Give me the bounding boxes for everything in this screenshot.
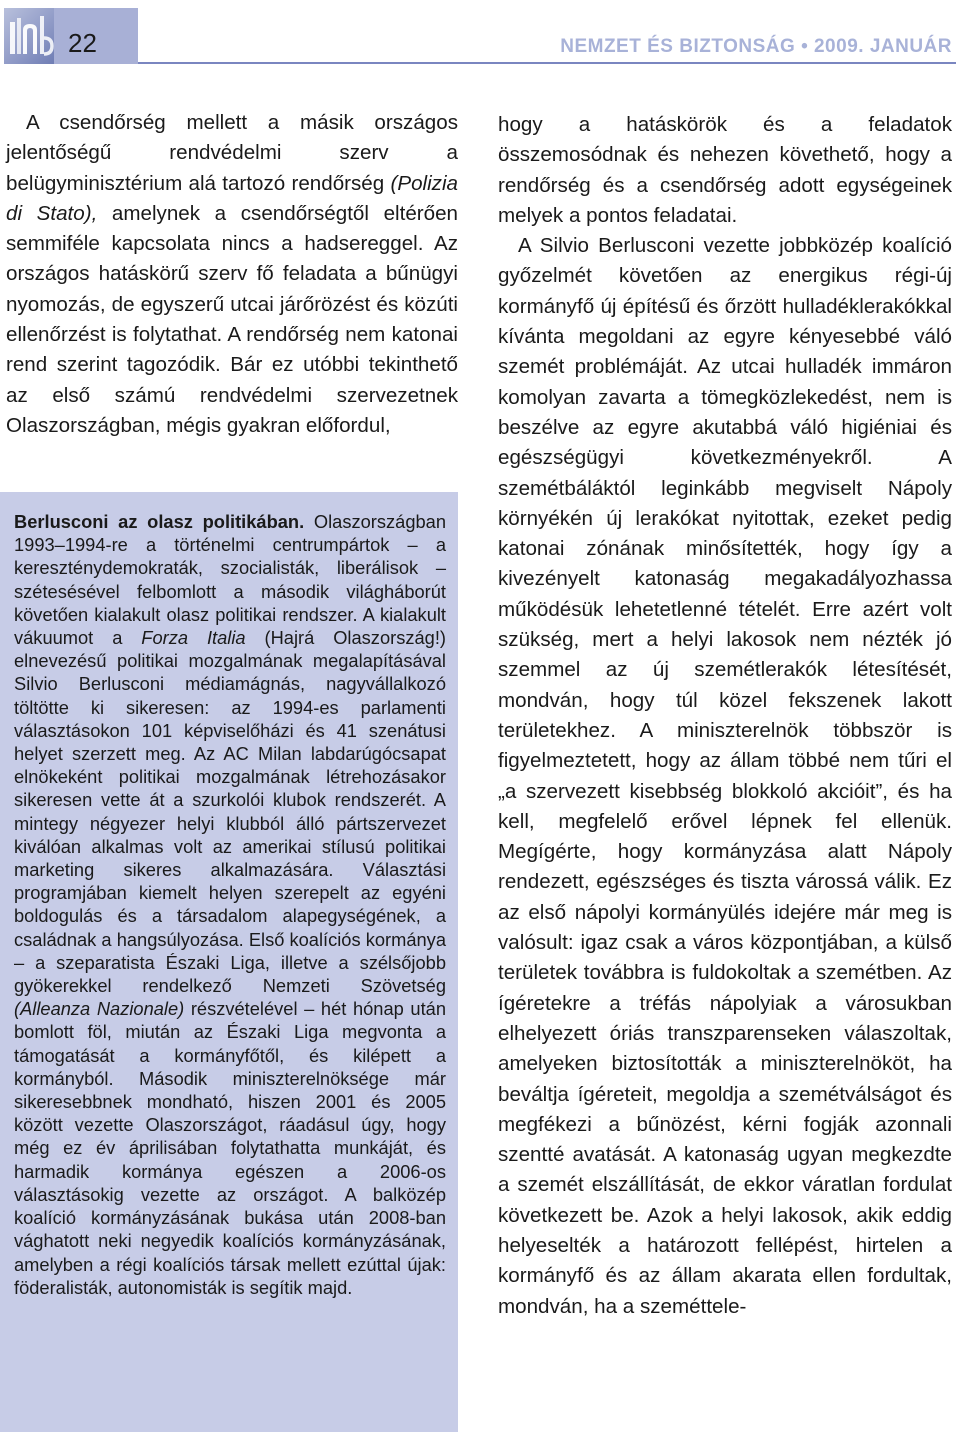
left-text-2: amelynek a csendőrségtől eltérően semmiféle kapcsolata nincs a hadsereggel. Az országos hatáskörű szerv fő feladata a bűnügyi nyomozás, de egyszerű utcai járőrözést és közúti ellenőrzést is folytathat. A rendőrség nem katonai rend szerint tagozódik. Bár ez utóbbi tekinthető az első számú rendvédelmi szervezetnek Olaszországban, mégis gyakran előfordul,: [6, 201, 458, 437]
nb-logo-graphic: [4, 8, 54, 64]
right-column: [498, 110, 952, 1322]
nb-logo-icon: [4, 8, 54, 64]
sidebar-title: Berlusconi az olasz politikában.: [14, 511, 305, 532]
right-paragraph-2: A Silvio Berlusconi vezette jobbközép koalíció győzelmét követően az energikus régi-új kormányfő új építésű és őrzött hulladéklerakókkal kívánta megoldani az egyre kényesebbé váló szemét problémáját. Az utcai hulladék immáron komolyan zavarta a tömegközlekedést, nem is beszélve az egyre akutabbá váló higiéniai és egészségügyi következményekről. A szemétbáláktól leginkább megviselt Nápoly környékén új lerakókat nyitottak, ezeket pedig katonai zónának minősítették, hogy így a kivezényelt katonaság megakadályozhassa működésük lehetetlenné tételét. Erre azért volt szükség, mert a helyi lakosok nem nézték jó szemmel az új szemétlerakók létesítését, mondván, hogy túl közel fekszenek lakott területekhez. A miniszterelnök többször is figyelmeztetett, hogy az állam többé nem tűri el „a szervezett kisebbség blokkoló akcióit”, és ha kell, megfelelő erővel lépnek fel ellenük. Megígérte, hogy kormányzása alatt Nápoly rendezett, egészséges és tiszta várossá válik. Ez az első nápolyi kormányülés idejére már meg is valósult: igaz csak a város központjában, a külső területek továbbra is fuldokoltak a szemétben. Az ígéretekre a tréfás nápolyiak a városukban elhelyezett óriás transzparenseken válaszoltak, amelyeken biztosították a miniszterelnököt, ha beváltja ígéreteit, megoldja a szemétválságot és megfékezi a bűnözést, kérni fogják azonnali szentté avatását. A katonaság ugyan megkezdte a szemét elszállítását, de ekkor váratlan fordulat következett be. Azok a helyi lakosok, akik eddig helyeselték a határozott fellépést, hirtelen a kormányfő és az állam akarata ellen fordultak, mondván, ha a szeméttele-: [498, 234, 952, 1318]
left-column: [6, 108, 458, 441]
right-paragraph-1: hogy a hatáskörök és a feladatok összemosódnak és nehezen követhető, hogy a rendőrség és a csendőrség adott egységeinek melyek a pontos feladatai.: [498, 113, 952, 227]
left-text-italic: (Polizia di Stato),: [6, 171, 458, 225]
sidebar-text-3: részvételével – hét hónap után bomlott föl, miután az Északi Liga megvonta a támogatását a kormányfőtől, és kilépett a kormányból. Második miniszterelnöksége már sikeresebbnek mondható, hiszen 2001 és 2005 között vezette Olaszországot, ráadásul úgy, hogy még ez év áprilisában folytathatta munkáját, és harmadik kormánya egészen a 2006-os választásokig vezette az országot. A balközép koalíció kormányzásának bukása után 2008-ban vághatott neki negyedik koalíciós kormányzásának, amelyben a régi koalíciós társak mellett ezúttal újak: föderalisták, autonomisták is segítik majd.: [14, 998, 446, 1298]
page-number: 22: [68, 28, 97, 58]
sidebar-text-1: Olaszországban 1993–1994-re a történelmi centrumpártok – a kereszténydemokraták, szocialisták, liberálisok – szétesésével felbomlott a második világháborút követően kialakult olasz politikai rendszer. A kialakult vákuumot a: [14, 511, 446, 649]
sidebar-italic-2: (Alleanza Nazionale): [14, 998, 185, 1020]
sidebar-italic-1: Forza Italia: [141, 627, 246, 649]
sidebar-text-2: (Hajrá Olaszország!) elnevezésű politikai mozgalmának megalapításával Silvio Berlusconi médiamágnás, nagyvállalkozó töltötte ki sikeresen: az 1994-es parlamenti választásokon 101 képviselőházi és 41 szenátusi helyet szerzett meg. Az AC Milan labdarúgócsapat elnökeként politikai mozgalmának létrehozásakor sikeresen vette át a szurkolói klubok rendszerét. A mintegy négyezer helyi klubból álló pártszervezet kiválóan alkalmas volt az amerikai stílusú politikai marketing sikeres alkalmazására. Választási programjában kiemelt helyen szerepelt az egyéni boldogulás és a társadalom alapegységének, a családnak a hangsúlyozása. Első koalíciós kormánya – a szeparatista Északi Liga, illetve a szélsőjobb gyökerekkel rendelkező Nemzeti Szövetség: [14, 627, 446, 997]
header-rule: [138, 62, 956, 64]
page-header: [0, 0, 960, 64]
left-text-1: A csendőrség mellett a másik országos jelentőségű rendvédelmi szerv a belügyminisztérium alá tartozó rendőrség: [6, 111, 458, 195]
sidebar-text: [14, 510, 446, 1299]
journal-title: NEMZET ÉS BIZTONSÁG • 2009. JANUÁR: [560, 36, 952, 57]
left-paragraph: [6, 108, 458, 441]
